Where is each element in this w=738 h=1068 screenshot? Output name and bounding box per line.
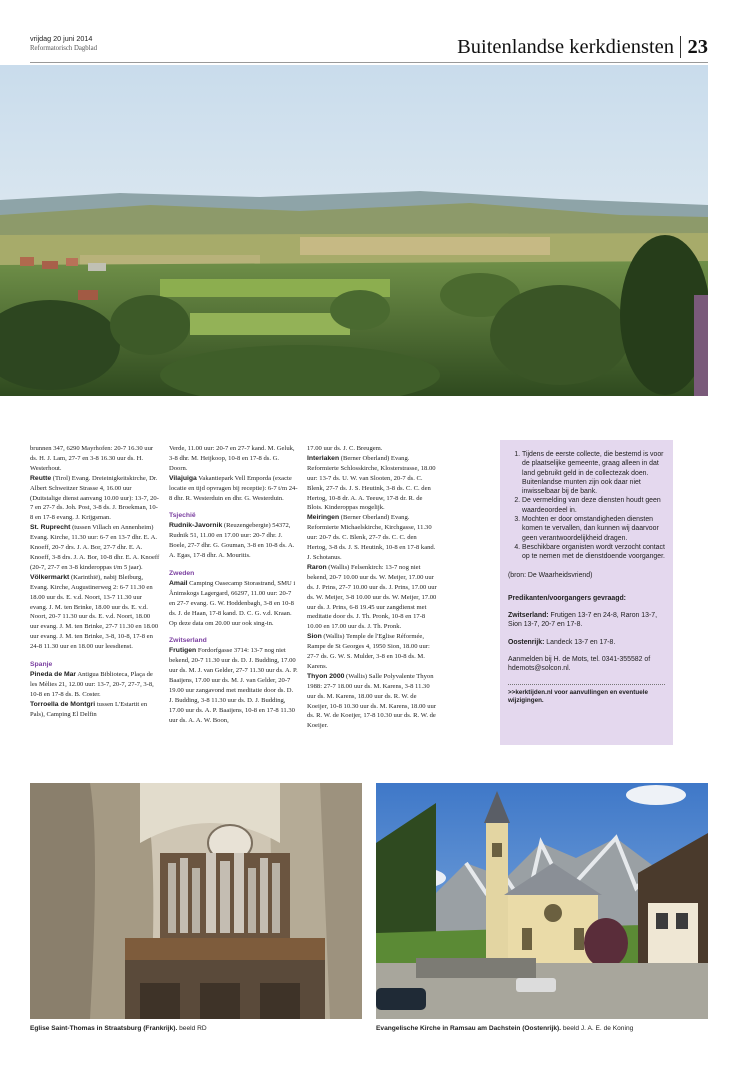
country-heading: Zwitserland bbox=[169, 637, 207, 645]
service-entry bbox=[30, 523, 160, 573]
entry-text: (Wallis) Salle Polyvalente Thyon 1988: 27-7 18.00 uur ds. M. Karens, 3-8 11.30 uur ds. M. Karens, 18.00 uur ds. R. W. de Koeijer, 10-8 10.30 uur ds. M. Karens, 18.00 uur ds. R. W. de Koeijer, 17-8 10.30 uur ds. R. W. de Koeijer. bbox=[307, 672, 437, 730]
place-name: Vilajuiga bbox=[169, 474, 197, 482]
rule-item: 4. Beschikbare organisten wordt verzocht contact op te nemen met de dienstdoende voorganger. bbox=[522, 543, 665, 562]
service-entry bbox=[307, 672, 437, 731]
service-entry bbox=[30, 700, 160, 720]
service-entry bbox=[30, 670, 160, 700]
entry-text: Verde, 11.00 uur: 20-7 en 27-7 kand. M. Geluk, 3-8 dhr. M. Heijkoop, 10-8 en 17-8 ds. G. Doorn. bbox=[169, 445, 295, 472]
place-name: Meiringen bbox=[307, 514, 340, 522]
entry-text: Vakantiepark Vell Emporda (exacte locatie en tijd opvragen bij receptie): 6-7 t/m 24-8 dhr. R. Westerduin en dhr. G. Westerduin. bbox=[169, 474, 298, 502]
country-label: Oostenrijk: bbox=[508, 638, 545, 646]
country-heading: Tsjechië bbox=[169, 512, 196, 520]
entry-text: (Reuzengebergte) 54372, Rudnik 51, 11.00 en 17.00 uur: 20-7 dhr. J. Boele, 27-7 dhr. G. Gouman, 3-8 en 10-8 ds. A. A. Egas, 17-8 dhr. A. Mouritis. bbox=[169, 522, 295, 560]
info-box bbox=[500, 440, 673, 745]
services-column-3 bbox=[307, 444, 437, 731]
country-heading: Spanje bbox=[30, 661, 53, 669]
page-header bbox=[30, 34, 708, 62]
entry-text: (Berner Oberland) Evang. Reformierte Michaelskirche, Kirchgasse, 11.30 uur: 20-7 ds. C. Blenk, 27-7 ds. C. C. den Hertog, 3-8 ds. J. S. Heutink, 10-8 en 17-8 kand. J. Schotanus. bbox=[307, 514, 436, 561]
page-number: 23 bbox=[687, 36, 708, 58]
place-name: Frutigen bbox=[169, 647, 197, 655]
entry-text: 17.00 uur ds. J. C. Breugem. bbox=[307, 445, 383, 452]
service-entry bbox=[307, 632, 437, 672]
header-rule bbox=[30, 62, 708, 63]
place-name: Interlaken bbox=[307, 454, 340, 462]
source-note: (bron: De Waarheidsvriend) bbox=[508, 571, 593, 579]
photo-caption-left bbox=[30, 1024, 207, 1033]
service-entry bbox=[30, 444, 160, 474]
entry-text: Fordorfgasse 3714: 13-7 nog niet bekend, 20-7 11.30 uur ds. D. J. Budding, 17.00 uur ds. M. J. van Gelder, 27-7 11.30 uur ds. A. P. Baaijens, 17.00 uur ds. M. J. van Gelder, 20-7 19.00 uur zangavond met meditatie door ds. D. J. Budding, 3-8 11.30 uur ds. D. J. Budding, 17.00 uur ds. A. P. Baaijens, 10-8 en 17-8 11.30 uur ds. A. A. W. Boon, bbox=[169, 647, 298, 724]
wanted-austria bbox=[508, 638, 665, 647]
wanted-text: Frutigen 13-7 en 24-8, Raron 13-7, Sion 13-7, 20-7 en 17-8. bbox=[508, 612, 657, 629]
service-entry bbox=[30, 474, 160, 524]
service-entry bbox=[307, 454, 437, 513]
entry-text: brunnen 347, 6290 Mayrhofen: 20-7 16.30 uur ds. H. J. Lam, 27-7 en 3-8 16.30 uur ds. H. Westerhout. bbox=[30, 445, 154, 472]
dotted-divider bbox=[508, 684, 665, 685]
photo-caption-right bbox=[376, 1024, 633, 1033]
place-name: Torroella de Montgri bbox=[30, 700, 96, 708]
place-name: Reutte bbox=[30, 474, 52, 482]
service-entry bbox=[169, 521, 299, 561]
place-name: St. Ruprecht bbox=[30, 524, 71, 532]
header-divider bbox=[680, 36, 681, 58]
service-entry bbox=[307, 563, 437, 632]
preachers-wanted-heading: Predikanten/voorgangers gevraagd: bbox=[508, 594, 626, 602]
entry-text: (Karinthië), nabij Bleiburg, Evang. Kirche, Augustinerweg 2: 6-7 11.30 en 18.00 uur ds. E. v.d. Noort, 13-7 11.30 uur evang. J. M. ten Brinke, 18.00 uur ds. E. v.d. Noort, 20-7 11.30 uur ds. E. v.d. Noort, 18.00 uur evang. J. M. ten Brinke, 27-7 11.30 en 18.00 uur evang. J. M. ten Brinke, 3-8, 10-8, 17-8 en 24-8 11.30 uur en 18.00 uur leesdienst. bbox=[30, 573, 159, 651]
place-name: Thyon 2000 bbox=[307, 672, 345, 680]
ramsau-church-photo bbox=[376, 783, 708, 1019]
services-column-1 bbox=[30, 444, 160, 719]
place-name: Rudnik-Javornik bbox=[169, 522, 223, 530]
place-name: Völkermarkt bbox=[30, 573, 70, 581]
rule-item: 2. De vermelding van deze diensten houdt geen waardeoordeel in. bbox=[522, 496, 665, 515]
entry-text: tussen L'Estartit en Pals), Camping El Delfin bbox=[30, 700, 148, 718]
services-column-2 bbox=[169, 444, 299, 726]
entry-text: Antigua Biblioteca, Plaça de les Mèlies 21, 12.00 uur: 13-7, 20-7, 27-7, 3-8, 10-8 en 17-8 ds. B. Coster. bbox=[30, 670, 154, 698]
entry-text: (Berner Oberland) Evang. Reformierte Schlosskirche, Klosterstrasse, 18.00 uur: 13-7 ds. U. W. van Slooten, 20-7 ds. C. Blenk, 27-7 ds. J. S. Heutink, 3-8 ds. C. C. den Hertog, 10-8 dr. A. A. Teeuw, 17-8 dr. R. de Blois. Kinderoppas mogelijk. bbox=[307, 454, 436, 512]
photo-credit: beeld RD bbox=[177, 1025, 207, 1032]
caption-title: Evangelische Kirche in Ramsau am Dachstein (Oostenrijk). bbox=[376, 1025, 562, 1032]
issue-date: vrijdag 20 juni 2014 bbox=[30, 34, 93, 43]
entry-text: (Wallis) Temple de l'Eglise Réformée, Rampe de St Georges 4, 1950 Sion, 18.00 uur: 27-7 ds. G. W. S. Mulder, 3-8 en 10-8 ds. M. Karens. bbox=[307, 633, 430, 670]
rule-item: 3. Mochten er door omstandigheden diensten komen te vervallen, dan kunnen wij daarvoor geen verantwoordelijkheid dragen. bbox=[522, 515, 665, 543]
service-entry bbox=[169, 474, 299, 504]
rules-list bbox=[508, 450, 665, 562]
place-name: Sion bbox=[307, 633, 322, 641]
caption-title: Eglise Saint-Thomas in Straatsburg (Frankrijk). bbox=[30, 1025, 178, 1032]
place-name: Raron bbox=[307, 563, 327, 571]
rule-item: 1. Tijdens de eerste collecte, die bestemd is voor de plaatselijke gemeente, graag alleen in dat land gebruikt geld in de collectezak doen. Buitenlandse munten zijn ook daar niet inwisselbaar bij de bank. bbox=[522, 450, 665, 496]
place-name: Pineda de Mar bbox=[30, 670, 77, 678]
service-entry bbox=[169, 444, 299, 474]
newspaper-name: Reformatorisch Dagblad bbox=[30, 45, 98, 52]
service-entry bbox=[307, 513, 437, 563]
service-entry bbox=[169, 646, 299, 725]
service-entry bbox=[307, 444, 437, 454]
website-link[interactable]: >>kerktijden.nl voor aanvullingen en eventuele wijzigingen. bbox=[508, 688, 648, 705]
country-label: Zwitserland: bbox=[508, 612, 549, 620]
wanted-switzerland bbox=[508, 611, 665, 630]
wanted-text: Landeck 13-7 en 17-8. bbox=[544, 638, 616, 646]
country-heading: Zweden bbox=[169, 569, 195, 577]
entry-text: Camping Oasecamp Storastrand, SMU i Ånimskogs Lagergard, 66297, 11.00 uur: 20-7 en 27-7 evang. G. W. Hoddenbagh, 3-8 en 10-8 ds. J. de Haan, 17-8 kand. D. C. G. v.d. Kraan. Op deze data om 20.00 uur ook sing-in. bbox=[169, 579, 296, 627]
landscape-photo bbox=[0, 65, 708, 396]
church-interior-photo bbox=[30, 783, 362, 1019]
contact-text: Aanmelden bij H. de Mots, tel. 0341-355582 of hdemots@solcon.nl. bbox=[508, 656, 651, 673]
entry-text: (Wallis) Felsenkirch: 13-7 nog niet bekend, 20-7 10.00 uur ds. W. Meijer, 17.00 uur ds. J. Prins, 27-7 10.00 uur ds. J. Prins, 17.00 uur ds. W. Meijer, 3-8 10.00 uur ds. W. Meijer, 17.00 uur ds. J. Prins, 6-8 19.45 uur zangdienst met meditatie door ds. J. Th. Pronk, 10-8 en 17-8 10.00 en 17.00 uur ds. J. Th. Pronk. bbox=[307, 563, 437, 631]
place-name: Amail bbox=[169, 579, 188, 587]
section-title: Buitenlandse kerkdiensten bbox=[457, 36, 674, 58]
photo-credit: beeld J. A. E. de Koning bbox=[561, 1025, 634, 1032]
service-entry bbox=[30, 573, 160, 652]
entry-text: (Tirol) Evang. Dreieinigkeitskirche, Dr. Albert Schweitzer Strasse 4, 16.00 uur (Duitstalige dienst aanvang 10.00 uur): 13-7, 20-7 en 27-7 ds. Joh. Post, 3-8 ds. J. Broekman, 10-8 en 17-8 evang. J. Krijgsman. bbox=[30, 474, 159, 522]
service-entry bbox=[169, 579, 299, 629]
entry-text: (tussen Villach en Annenheim) Evang. Kirche, 11.30 uur: 6-7 en 13-7 dhr. E. A. Knoeff, 20-7 drs. J. A. Bor, 27-7 dhr. E. A. Knoeff, 3-8 drs. J. A. Bor, 10-8 dhr. E. A. Knoeff (20-7, 27-7 en 3-8 kinderoppas t/m 5 jaar). bbox=[30, 524, 160, 571]
